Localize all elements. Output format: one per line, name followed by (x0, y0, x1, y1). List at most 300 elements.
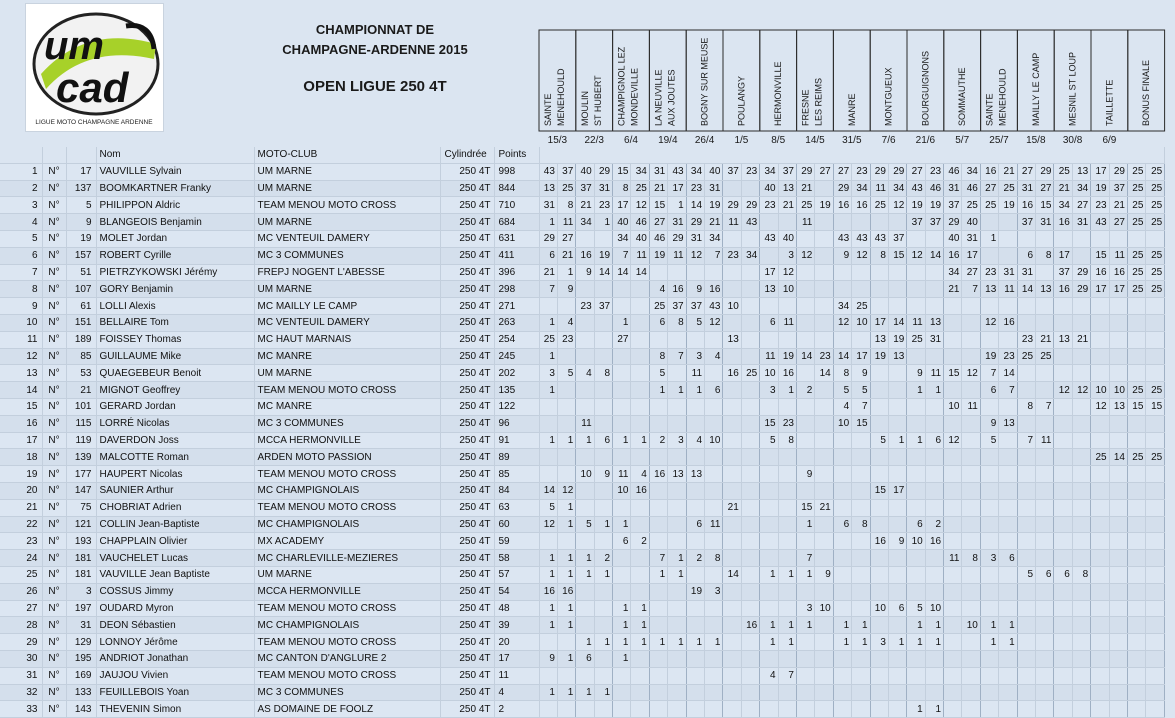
race-score-cell (741, 566, 759, 583)
race-score-cell: 7 (613, 247, 631, 264)
race-score-cell (613, 550, 631, 567)
race-score-cell: 27 (907, 163, 925, 180)
rider-number: 101 (66, 398, 96, 415)
race-score-cell (539, 466, 557, 483)
race-score-cell (999, 684, 1017, 701)
race-score-cell: 21 (723, 499, 741, 516)
race-score-cell (796, 634, 814, 651)
race-score-cell: 1 (631, 634, 649, 651)
race-score-cell: 12 (1072, 382, 1090, 399)
rider-cylinder: 250 4T (440, 533, 494, 550)
race-score-cell (760, 583, 778, 600)
race-score-cell (778, 298, 796, 315)
race-score-cell: 8 (1017, 398, 1035, 415)
race-score-cell (1054, 432, 1072, 449)
race-score-cell: 25 (1146, 382, 1165, 399)
race-score-cell: 12 (980, 314, 998, 331)
race-score-cell: 5 (1017, 566, 1035, 583)
race-score-cell: 1 (613, 600, 631, 617)
race-score-cell (631, 382, 649, 399)
rider-club: TEAM MENOU MOTO CROSS (254, 197, 440, 214)
rider-rank: 8 (0, 281, 42, 298)
race-score-cell: 1 (649, 382, 667, 399)
race-score-cell (852, 684, 870, 701)
race-score-cell: 4 (705, 348, 723, 365)
race-score-cell (999, 583, 1017, 600)
rider-cylinder: 250 4T (440, 667, 494, 684)
race-score-cell: 25 (1128, 382, 1146, 399)
race-score-cell (1091, 415, 1109, 432)
race-score-cell (613, 398, 631, 415)
race-score-cell: 15 (1036, 197, 1054, 214)
rider-name: GUILLAUME Mike (96, 348, 254, 365)
race-score-cell (888, 214, 906, 231)
race-score-cell (907, 566, 925, 583)
race-score-cell (1036, 701, 1054, 718)
race-score-cell (723, 281, 741, 298)
race-score-cell: 1 (778, 382, 796, 399)
race-score-cell (631, 499, 649, 516)
race-score-cell (907, 449, 925, 466)
race-score-cell (686, 398, 704, 415)
race-score-cell: 29 (741, 197, 759, 214)
race-score-cell (925, 348, 943, 365)
race-score-cell: 19 (888, 331, 906, 348)
rider-cylinder: 250 4T (440, 180, 494, 197)
rider-number: 139 (66, 449, 96, 466)
race-score-cell (1036, 382, 1054, 399)
rider-rank: 9 (0, 298, 42, 315)
race-score-cell (1128, 634, 1146, 651)
race-score-cell: 34 (686, 163, 704, 180)
race-score-cell: 1 (907, 382, 925, 399)
race-score-cell (649, 499, 667, 516)
race-score-cell (705, 466, 723, 483)
race-score-cell (962, 600, 980, 617)
race-date-label: 5/7 (955, 135, 970, 146)
race-score-cell: 12 (539, 516, 557, 533)
race-score-cell (796, 482, 814, 499)
race-score-cell (1091, 566, 1109, 583)
race-score-cell (741, 432, 759, 449)
race-score-cell: 1 (557, 264, 575, 281)
rider-rank: 6 (0, 247, 42, 264)
race-score-cell: 23 (778, 415, 796, 432)
race-score-cell: 23 (594, 197, 612, 214)
race-score-cell: 21 (649, 180, 667, 197)
race-score-cell (760, 331, 778, 348)
race-score-cell: 25 (1146, 449, 1165, 466)
race-score-cell (613, 701, 631, 718)
race-score-cell: 14 (613, 264, 631, 281)
race-score-cell (907, 466, 925, 483)
race-score-cell (539, 634, 557, 651)
race-score-cell (741, 230, 759, 247)
race-score-cell (723, 382, 741, 399)
race-score-cell: 1 (980, 617, 998, 634)
race-score-cell (944, 701, 962, 718)
race-score-cell: 1 (576, 566, 594, 583)
race-score-cell (705, 684, 723, 701)
rider-number-prefix: N° (42, 600, 66, 617)
race-name-label: ST HUBERT (592, 75, 603, 126)
race-score-cell (815, 516, 833, 533)
race-score-cell: 10 (760, 365, 778, 382)
rider-club: TEAM MENOU MOTO CROSS (254, 600, 440, 617)
rider-number: 147 (66, 482, 96, 499)
race-score-cell (833, 684, 851, 701)
rider-points: 298 (494, 281, 539, 298)
race-score-cell: 25 (1054, 163, 1072, 180)
race-score-cell (631, 684, 649, 701)
race-score-cell: 12 (796, 247, 814, 264)
race-score-cell: 46 (631, 214, 649, 231)
race-score-cell: 40 (576, 163, 594, 180)
race-score-cell (1146, 230, 1165, 247)
race-score-cell: 11 (631, 247, 649, 264)
race-score-cell (668, 600, 686, 617)
race-score-cell: 21 (778, 197, 796, 214)
race-score-cell: 19 (980, 348, 998, 365)
race-score-cell: 15 (649, 197, 667, 214)
race-score-cell (741, 701, 759, 718)
race-score-cell: 23 (741, 163, 759, 180)
race-score-cell (980, 566, 998, 583)
rider-club: MC 3 COMMUNES (254, 684, 440, 701)
race-score-cell (557, 415, 575, 432)
race-score-cell: 46 (944, 163, 962, 180)
race-name-label: MENEHOULD (997, 68, 1008, 126)
race-score-cell: 23 (1091, 197, 1109, 214)
rider-row (0, 247, 1165, 264)
rider-cylinder: 250 4T (440, 466, 494, 483)
race-score-cell (1128, 499, 1146, 516)
race-score-cell: 23 (925, 163, 943, 180)
race-score-cell: 1 (778, 634, 796, 651)
race-score-cell: 6 (925, 432, 943, 449)
race-score-cell: 29 (686, 214, 704, 231)
race-score-cell: 27 (557, 230, 575, 247)
race-score-cell: 12 (705, 314, 723, 331)
race-score-cell (557, 398, 575, 415)
race-score-cell (1017, 230, 1035, 247)
race-score-cell (1017, 650, 1035, 667)
rider-cylinder: 250 4T (440, 550, 494, 567)
race-score-cell (668, 264, 686, 281)
race-score-cell: 46 (925, 180, 943, 197)
race-score-cell (1072, 684, 1090, 701)
race-score-cell: 5 (760, 432, 778, 449)
race-score-cell (760, 600, 778, 617)
race-score-cell (999, 482, 1017, 499)
race-score-cell: 21 (557, 247, 575, 264)
race-score-cell (1128, 365, 1146, 382)
rider-name: JAUJOU Vivien (96, 667, 254, 684)
rider-number-prefix: N° (42, 314, 66, 331)
race-score-cell: 25 (796, 197, 814, 214)
rider-number-prefix: N° (42, 684, 66, 701)
rider-rank: 4 (0, 214, 42, 231)
rider-row (0, 398, 1165, 415)
race-score-cell (1109, 298, 1127, 315)
race-score-cell: 25 (1146, 281, 1165, 298)
rider-points: 96 (494, 415, 539, 432)
race-score-cell (741, 550, 759, 567)
race-score-cell (1146, 701, 1165, 718)
race-score-cell (852, 600, 870, 617)
race-score-cell (594, 331, 612, 348)
race-score-cell (1146, 415, 1165, 432)
race-score-cell (741, 180, 759, 197)
race-score-cell (907, 281, 925, 298)
race-score-cell: 27 (1036, 180, 1054, 197)
race-score-cell (888, 667, 906, 684)
race-score-cell (833, 466, 851, 483)
race-score-cell: 1 (907, 617, 925, 634)
race-score-cell: 1 (539, 684, 557, 701)
race-score-cell (944, 482, 962, 499)
race-score-cell: 9 (539, 650, 557, 667)
race-score-cell: 34 (962, 163, 980, 180)
race-score-cell (962, 432, 980, 449)
race-score-cell (1109, 482, 1127, 499)
race-score-cell: 43 (870, 230, 888, 247)
header-points: Points (494, 147, 539, 163)
rider-points: 48 (494, 600, 539, 617)
race-score-cell: 1 (668, 566, 686, 583)
rider-number-prefix: N° (42, 432, 66, 449)
race-score-cell: 16 (852, 197, 870, 214)
rider-name: MIGNOT Geoffrey (96, 382, 254, 399)
race-score-cell (1054, 499, 1072, 516)
race-score-cell: 8 (668, 314, 686, 331)
race-score-cell: 3 (870, 634, 888, 651)
race-score-cell: 14 (888, 314, 906, 331)
race-score-cell (1128, 600, 1146, 617)
race-score-cell (888, 650, 906, 667)
race-score-cell (741, 482, 759, 499)
race-score-cell (723, 482, 741, 499)
race-score-cell (760, 298, 778, 315)
race-score-cell (613, 566, 631, 583)
rider-number: 181 (66, 566, 96, 583)
race-score-cell (999, 298, 1017, 315)
rider-name: VAUVILLE Jean Baptiste (96, 566, 254, 583)
race-score-cell (815, 247, 833, 264)
race-score-cell (944, 449, 962, 466)
race-score-cell (980, 516, 998, 533)
race-score-cell: 1 (907, 701, 925, 718)
race-score-cell: 40 (705, 163, 723, 180)
rider-club: TEAM MENOU MOTO CROSS (254, 499, 440, 516)
race-score-cell: 16 (741, 617, 759, 634)
race-score-cell: 17 (888, 482, 906, 499)
race-score-cell: 3 (796, 600, 814, 617)
race-score-cell (852, 566, 870, 583)
race-score-cell (686, 566, 704, 583)
race-score-cell (1072, 298, 1090, 315)
rider-rank: 18 (0, 449, 42, 466)
race-score-cell (613, 382, 631, 399)
race-score-cell (962, 466, 980, 483)
race-score-cell: 15 (944, 365, 962, 382)
rider-name: GERARD Jordan (96, 398, 254, 415)
race-score-cell (668, 365, 686, 382)
race-score-cell: 16 (539, 583, 557, 600)
race-score-cell: 6 (613, 533, 631, 550)
race-score-cell (833, 533, 851, 550)
rider-number: 53 (66, 365, 96, 382)
race-score-cell (686, 482, 704, 499)
race-score-cell (668, 701, 686, 718)
race-score-cell (815, 432, 833, 449)
race-score-cell (1036, 482, 1054, 499)
race-score-cell: 12 (686, 247, 704, 264)
race-score-cell (852, 583, 870, 600)
race-score-cell (686, 684, 704, 701)
race-score-cell: 2 (925, 516, 943, 533)
race-score-cell (1017, 701, 1035, 718)
race-score-cell (723, 415, 741, 432)
race-score-cell (576, 667, 594, 684)
race-score-cell (1036, 230, 1054, 247)
race-score-cell: 9 (796, 466, 814, 483)
rider-rank: 22 (0, 516, 42, 533)
race-score-cell (925, 264, 943, 281)
race-score-cell: 29 (870, 163, 888, 180)
race-score-cell (649, 482, 667, 499)
race-score-cell (741, 314, 759, 331)
rider-name: OUDARD Myron (96, 600, 254, 617)
race-score-cell (944, 533, 962, 550)
race-score-cell: 15 (613, 163, 631, 180)
race-score-cell (778, 482, 796, 499)
race-score-cell: 11 (613, 466, 631, 483)
race-score-cell: 11 (723, 214, 741, 231)
rider-number-prefix: N° (42, 298, 66, 315)
race-score-cell (944, 415, 962, 432)
rider-row (0, 482, 1165, 499)
race-score-cell (778, 449, 796, 466)
race-score-cell (613, 583, 631, 600)
rider-number-prefix: N° (42, 617, 66, 634)
race-score-cell (1109, 516, 1127, 533)
race-score-cell (1036, 533, 1054, 550)
race-score-cell (539, 298, 557, 315)
race-date-label: 8/5 (771, 135, 786, 146)
race-score-cell (907, 650, 925, 667)
race-score-cell (944, 516, 962, 533)
race-score-cell: 15 (888, 247, 906, 264)
race-score-cell: 13 (686, 466, 704, 483)
race-score-cell (925, 449, 943, 466)
race-score-cell: 40 (631, 230, 649, 247)
race-score-cell: 16 (980, 163, 998, 180)
race-score-cell: 1 (539, 314, 557, 331)
race-score-cell: 8 (833, 365, 851, 382)
race-score-cell: 1 (576, 550, 594, 567)
race-score-cell: 34 (1072, 180, 1090, 197)
race-score-cell: 13 (668, 466, 686, 483)
race-score-cell (1036, 617, 1054, 634)
race-score-cell: 11 (557, 214, 575, 231)
race-score-cell (944, 331, 962, 348)
race-score-cell (999, 701, 1017, 718)
race-score-cell (741, 382, 759, 399)
race-score-cell: 29 (833, 180, 851, 197)
race-score-cell: 25 (1128, 197, 1146, 214)
race-score-cell (815, 482, 833, 499)
race-score-cell: 1 (686, 634, 704, 651)
race-score-cell (870, 617, 888, 634)
race-score-cell: 4 (576, 365, 594, 382)
race-score-cell: 1 (852, 634, 870, 651)
race-score-cell: 1 (539, 432, 557, 449)
race-score-cell (1072, 314, 1090, 331)
rider-number-prefix: N° (42, 566, 66, 583)
race-score-cell (999, 449, 1017, 466)
race-score-cell (741, 516, 759, 533)
rider-rank: 3 (0, 197, 42, 214)
race-score-cell (907, 264, 925, 281)
race-score-cell: 6 (999, 550, 1017, 567)
rider-points: 202 (494, 365, 539, 382)
race-name-label: SAINTE (984, 93, 995, 126)
race-score-cell (760, 398, 778, 415)
rider-points: 271 (494, 298, 539, 315)
race-score-cell: 27 (1017, 163, 1035, 180)
race-score-cell (723, 449, 741, 466)
race-score-cell (1146, 550, 1165, 567)
race-score-cell (1036, 550, 1054, 567)
race-score-cell: 17 (1109, 281, 1127, 298)
race-score-cell (741, 634, 759, 651)
race-score-cell (944, 466, 962, 483)
rider-number-prefix: N° (42, 382, 66, 399)
race-score-cell (815, 398, 833, 415)
race-score-cell: 37 (723, 163, 741, 180)
rider-row (0, 365, 1165, 382)
race-score-cell: 5 (686, 314, 704, 331)
race-score-cell (686, 449, 704, 466)
race-score-cell: 25 (557, 180, 575, 197)
race-score-cell: 40 (613, 214, 631, 231)
race-score-cell: 1 (668, 382, 686, 399)
rider-row (0, 566, 1165, 583)
rider-cylinder: 250 4T (440, 634, 494, 651)
rider-rank: 29 (0, 634, 42, 651)
race-score-cell (539, 533, 557, 550)
race-score-cell (999, 499, 1017, 516)
race-score-cell (870, 701, 888, 718)
race-score-cell (576, 230, 594, 247)
race-score-cell (888, 466, 906, 483)
rider-name: FOISSEY Thomas (96, 331, 254, 348)
race-score-cell (741, 281, 759, 298)
race-score-cell: 19 (778, 348, 796, 365)
race-score-cell (778, 600, 796, 617)
race-score-cell (888, 684, 906, 701)
race-score-cell: 1 (539, 566, 557, 583)
race-score-cell (870, 667, 888, 684)
race-score-cell (815, 180, 833, 197)
race-score-cell (594, 650, 612, 667)
race-score-cell: 8 (594, 365, 612, 382)
race-score-cell: 1 (907, 432, 925, 449)
race-score-cell (594, 398, 612, 415)
race-score-cell (815, 382, 833, 399)
race-score-cell (1036, 650, 1054, 667)
